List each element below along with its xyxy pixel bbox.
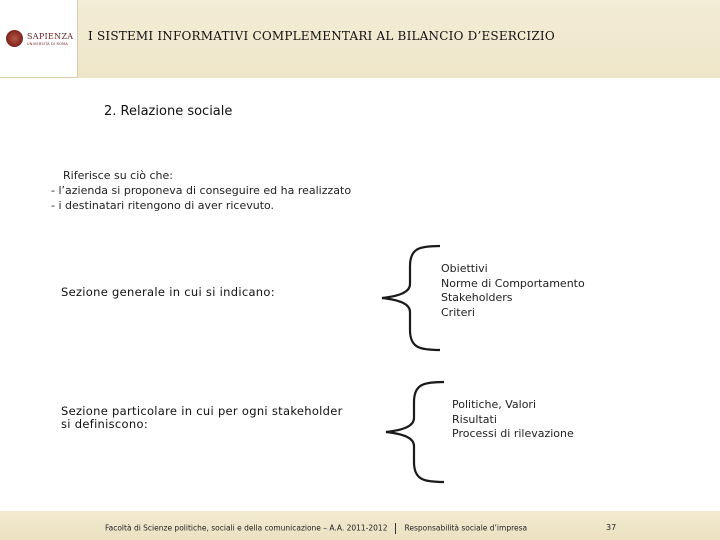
sezione-generale-label: Sezione generale in cui si indicano: — [61, 285, 275, 299]
intro-line: Riferisce su ciò che: — [63, 169, 173, 182]
list-item: Stakeholders — [441, 291, 513, 304]
label-line: si definiscono: — [61, 417, 148, 431]
footer-faculty: Facoltà di Scienze politiche, sociali e della comunicazione – A.A. 2011-2012 — [105, 523, 388, 533]
footer-text — [105, 523, 527, 534]
sezione-particolare-label — [61, 405, 343, 431]
left-brace-general — [380, 244, 442, 352]
list-item: Processi di rilevazione — [452, 427, 574, 440]
section-title: 2. Relazione sociale — [104, 104, 233, 119]
list-item: Politiche, Valori — [452, 398, 537, 411]
footer-course: Responsabilità sociale d’impresa — [404, 523, 528, 533]
page-number: 37 — [606, 523, 617, 532]
header-title: I SISTEMI INFORMATIVI COMPLEMENTARI AL BILANCIO D’ESERCIZIO — [88, 29, 555, 43]
left-brace-particular — [384, 380, 446, 484]
intro-line: - l’azienda si proponeva di conseguire ed ha realizzato — [51, 184, 352, 197]
list-item: Norme di Comportamento — [441, 276, 585, 290]
list-item: Criteri — [441, 305, 475, 319]
label-line: Sezione particolare in cui per ogni stakeholder — [61, 404, 343, 418]
logo-wordmark: SAPIENZA — [27, 32, 74, 41]
logo-subtitle: UNIVERSITÀ DI ROMA — [27, 42, 68, 46]
slide-header — [0, 0, 720, 78]
footer-divider — [395, 523, 396, 534]
university-logo — [0, 0, 78, 78]
list-item: Risultati — [452, 412, 497, 426]
seal-icon — [6, 30, 23, 47]
sezione-generale-list — [441, 262, 585, 320]
intro-line: - i destinatari ritengono di aver ricevuto. — [51, 199, 275, 212]
list-item: Obiettivi — [441, 262, 488, 275]
sezione-particolare-list — [452, 398, 574, 442]
intro-text — [51, 168, 352, 213]
